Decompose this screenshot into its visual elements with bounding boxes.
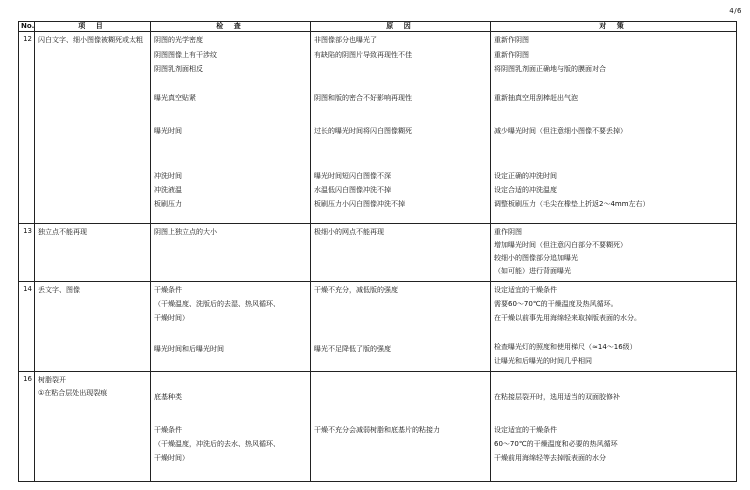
- cause-text: 极细小的网点不能再现: [314, 228, 384, 236]
- measure-text: 需要60～70℃的干燥温度及热风循环。: [494, 300, 618, 308]
- header-item: 项 目: [35, 22, 151, 32]
- check-text: 干燥时间）: [154, 454, 189, 462]
- cause-cell: [311, 32, 491, 224]
- measure-text: 重新作阴图: [494, 51, 529, 59]
- measure-text: 重新抽真空用刮棒赶出气泡: [494, 94, 578, 102]
- check-text: 底基种类: [154, 393, 182, 401]
- measure-text: 将阴图乳剂面正确地与版的膜面对合: [494, 65, 606, 73]
- item-cell: [35, 224, 151, 282]
- check-text: 冲洗液温: [154, 186, 182, 194]
- cause-cell: [311, 372, 491, 482]
- check-text: 干燥条件: [154, 286, 182, 294]
- table-row: [19, 372, 737, 482]
- cause-cell: [311, 282, 491, 372]
- measure-text: 重新作阴图: [494, 36, 529, 44]
- cause-text: 干燥不充分会减弱树脂和底基片的粘接力: [314, 426, 440, 434]
- check-text: （干燥温度、洗版后的去湿、热风循环、: [154, 300, 280, 308]
- table-row: [19, 32, 737, 224]
- check-cell: [151, 282, 311, 372]
- header-cause: 原 因: [311, 22, 491, 32]
- row-number: 16: [19, 372, 35, 482]
- check-cell: [151, 372, 311, 482]
- measure-text: 增加曝光时间（但注意闪白部分不要糊死）: [494, 241, 627, 249]
- check-text: 阴图乳剂面相反: [154, 65, 203, 73]
- measure-text: 减少曝光时间（但注意细小图像不要丢掉）: [494, 127, 627, 135]
- check-text: 干燥条件: [154, 426, 182, 434]
- measure-text: （如可能）进行背面曝光: [494, 267, 571, 275]
- cause-cell: [311, 224, 491, 282]
- cause-text: 过长的曝光时间将闪白图像糊死: [314, 127, 412, 135]
- row-number: 12: [19, 32, 35, 224]
- measure-text: 在干燥以前事先用海绵轻来取掉版表面的水分。: [494, 314, 641, 322]
- item-text: 闪白文字、细小图像被糊死或太粗: [38, 36, 143, 44]
- measure-text: 干燥前用海绵轻等去掉版表面的水分: [494, 454, 606, 462]
- cause-text: 干燥不充分，减低版的强度: [314, 286, 398, 294]
- check-cell: [151, 224, 311, 282]
- measure-text: 在粘接层裂开时，选用适当的双面胶修补: [494, 393, 620, 401]
- check-text: 曝光时间: [154, 127, 182, 135]
- header-row: [19, 22, 737, 32]
- measure-text: 让曝光和后曝光的时间几乎相同: [494, 357, 592, 365]
- check-text: 曝光真空贴紧: [154, 94, 196, 102]
- check-text: 阴图上独立点的大小: [154, 228, 217, 236]
- check-text: 干燥时间）: [154, 314, 189, 322]
- check-text: 阴图的光学密度: [154, 36, 203, 44]
- measure-text: 检查曝光灯的照度和使用梯尺（≈14～16级）: [494, 343, 637, 351]
- cause-text: 曝光时间短闪白图像不深: [314, 172, 391, 180]
- check-text: 曝光时间和后曝光时间: [154, 345, 224, 353]
- item-text: 独立点不能再现: [38, 228, 87, 236]
- item-text: 树脂裂开: [38, 376, 66, 384]
- measure-text: 重作阴图: [494, 228, 522, 236]
- table-row: [19, 224, 737, 282]
- item-cell: [35, 32, 151, 224]
- measure-cell: [491, 372, 737, 482]
- check-text: 冲洗时间: [154, 172, 182, 180]
- item-text: 丢文字、图像: [38, 286, 80, 294]
- cause-text: 水温低闪白图像冲洗不掉: [314, 186, 391, 194]
- cause-text: 曝光不足降低了版的强度: [314, 345, 391, 353]
- measure-cell: [491, 32, 737, 224]
- check-text: （干燥温度，冲洗后的去水、热风循环、: [154, 440, 280, 448]
- check-text: 阴图图像上有干涉纹: [154, 51, 217, 59]
- cause-text: 非图像部分也曝光了: [314, 36, 377, 44]
- item-text: ①在粘合层处出现裂痕: [38, 389, 108, 397]
- cause-text: 阴图和版的密合不好影响再现性: [314, 94, 412, 102]
- header-no: No.: [19, 22, 35, 32]
- check-text: 板刷压力: [154, 200, 182, 208]
- row-number: 13: [19, 224, 35, 282]
- page-number: 4/6: [729, 7, 742, 15]
- header-measure: 对 策: [491, 22, 737, 32]
- item-cell: [35, 282, 151, 372]
- row-number: 14: [19, 282, 35, 372]
- measure-text: 设定适宜的干燥条件: [494, 426, 557, 434]
- measure-cell: [491, 224, 737, 282]
- measure-text: 较细小的图像部分追加曝光: [494, 254, 578, 262]
- cause-text: 有缺陷的阴图片导致再现性不佳: [314, 51, 412, 59]
- measure-cell: [491, 282, 737, 372]
- measure-text: 设定正确的冲洗时间: [494, 172, 557, 180]
- item-cell: [35, 372, 151, 482]
- troubleshooting-table: [18, 21, 737, 482]
- check-cell: [151, 32, 311, 224]
- measure-text: 设定适宜的干燥条件: [494, 286, 557, 294]
- measure-text: 设定合适的冲洗温度: [494, 186, 557, 194]
- measure-text: 60～70℃的干燥温度和必要的热风循环: [494, 440, 618, 448]
- table-row: [19, 282, 737, 372]
- measure-text: 调整板刷压力（毛尖在橡垫上折返2～4mm左右）: [494, 200, 650, 208]
- cause-text: 板刷压力小闪白图像冲洗不掉: [314, 200, 405, 208]
- header-check: 检 查: [151, 22, 311, 32]
